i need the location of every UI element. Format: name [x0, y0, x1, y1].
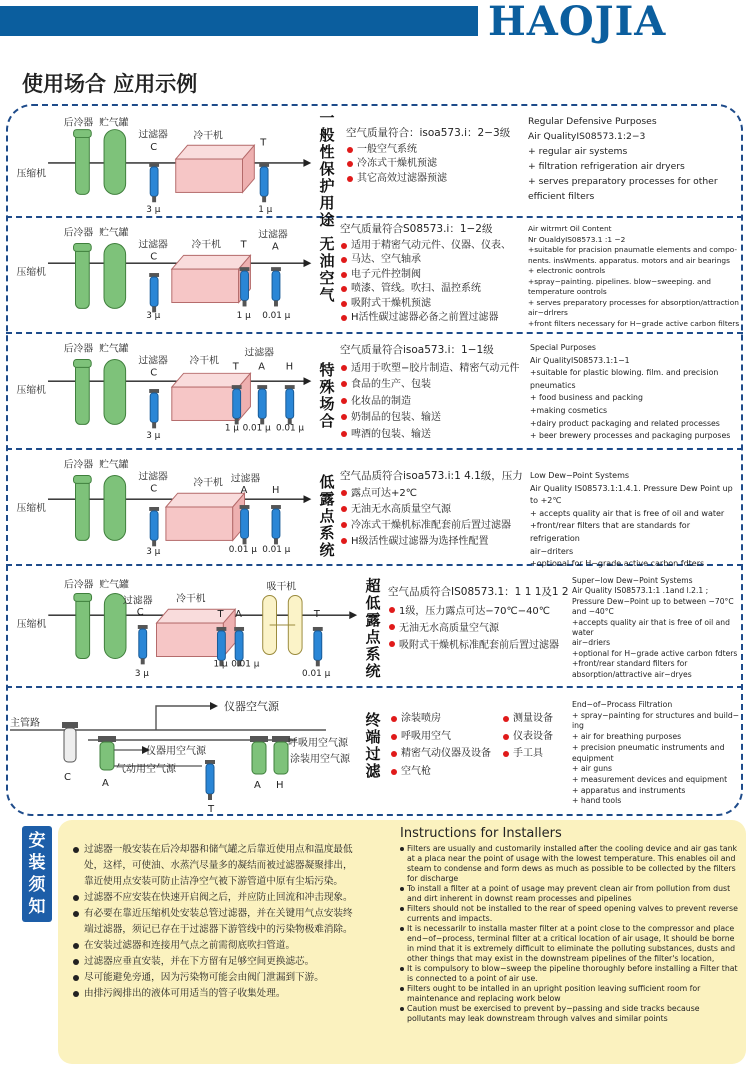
filter-code-a: A: [272, 241, 279, 253]
bullet: 电子元件控制阀: [340, 268, 526, 283]
diagram-end-of-process: [6, 688, 362, 814]
note: 由排污阀排出的液体可用适当的管子收集处理。: [72, 986, 362, 1002]
filter-code-a: A: [102, 778, 109, 789]
bullet: 冷冻式干燥机标准配套前后置过滤器: [340, 518, 530, 534]
filter-c-icon: [149, 273, 159, 312]
row-description-en: [528, 114, 740, 204]
note: It is compulsory to blow−sweep the pipeline thoroughly before installing a Filter that is connected to a point of air use.: [400, 964, 740, 984]
filter-code-t: T: [232, 361, 239, 373]
instrument-air-usage-label: 仪器用空气源: [146, 746, 206, 757]
en-line: + hand tools: [572, 796, 622, 806]
aftercooler-icon: [74, 244, 92, 309]
filter-label: 过滤器: [230, 473, 261, 485]
row-description-cn: [340, 468, 530, 550]
filter-t-icon: [240, 267, 250, 306]
en-line: + accepts quality air that is free of oil and water: [530, 508, 725, 518]
refrigeration-dryer-icon: [166, 493, 245, 540]
en-line: Air Quality IS08573.1:1 .1and l.2.1 ;: [572, 586, 709, 596]
micron-3: 3 μ: [146, 431, 161, 442]
filter-a-icon: [271, 267, 281, 306]
air-tank-icon: [104, 360, 126, 425]
bullet: 冷冻式干燥机预滤: [346, 157, 526, 172]
bullet: 手工具: [502, 745, 568, 763]
diagram-general: [6, 106, 316, 216]
filter-c-icon: [149, 389, 159, 428]
filter-label: 过滤器: [258, 229, 288, 241]
filter-label: 过滤器: [138, 129, 168, 141]
en-line: + air for breathing purposes: [572, 732, 682, 742]
bullet: 马达、空气轴承: [340, 253, 526, 268]
filter-c-icon: [149, 507, 159, 546]
en-line: Regular Defensive Purposes: [528, 116, 657, 127]
row-super-low-dew-point: [6, 566, 743, 688]
en-line: efficient filters: [528, 191, 595, 202]
micron-001: 0.01 μ: [262, 545, 291, 556]
diagram-low-dew: [6, 450, 316, 564]
aftercooler-label: 后冷器: [63, 343, 94, 355]
bullet: 涂装喷房: [390, 710, 510, 728]
compressor-label: 压缩机: [16, 384, 46, 396]
bullet: 仪表设备: [502, 728, 568, 746]
filter-label: 过滤器: [244, 347, 274, 359]
bullet: 测量设备: [502, 710, 568, 728]
en-line: + filtration refrigeration air dryers: [528, 161, 685, 172]
en-line: + regular air systems: [528, 146, 628, 157]
row-description-en: [530, 470, 742, 571]
micron-001: 0.01 μ: [262, 311, 291, 322]
bullet: 呼吸用空气: [390, 728, 510, 746]
en-line: + beer brewery processes and packaging purposes: [530, 431, 731, 441]
row-description-cn: [388, 584, 576, 654]
filter-code-c: C: [64, 772, 71, 783]
bullet: 食品的生产、包装: [340, 377, 530, 394]
air-tank-label: 贮气罐: [99, 227, 129, 239]
filter-t-icon: [313, 627, 323, 666]
dryer-label: 冷干机: [191, 239, 221, 251]
air-tank-label: 贮气罐: [99, 343, 129, 355]
note: To install a filter at a point of usage may prevent clean air from pollution from dust and dirt inherent in downst ream processes and pipelines: [400, 884, 740, 904]
row-description-en: [528, 224, 740, 329]
en-line: temperature oontrols: [528, 287, 607, 296]
row-description-cn: [340, 342, 530, 443]
bullet: 一般空气系统: [346, 143, 526, 158]
en-line: Pressure Dew−Point up to between −70°C: [572, 596, 734, 606]
note: 在安装过滤器和连接用气点之前需彻底吹扫管道。: [72, 938, 362, 954]
bullet: 喷漆、管线。吹扫、温控系统: [340, 282, 526, 297]
en-line: +front/rear standard filters for: [572, 659, 688, 669]
instrument-air-label: 仪器空气源: [224, 700, 279, 713]
filter-label: 过滤器: [138, 239, 168, 251]
bullet: 露点可达+2℃: [340, 486, 530, 502]
bullet: H活性碳过滤器必备之前置过滤器: [340, 311, 526, 326]
en-line: +optional for H−grade active carbon fdters: [572, 648, 738, 658]
dryer-label: 冷干机: [176, 593, 206, 605]
filter-code-c: C: [150, 483, 158, 495]
filter-code-t: T: [240, 239, 247, 251]
en-line: + serves preparatory processes for absorption/attraction: [528, 297, 739, 307]
refrigeration-dryer-icon: [172, 255, 251, 302]
filter-code-a: A: [258, 361, 266, 373]
top-banner: [0, 0, 750, 44]
micron-001: 0.01 μ: [275, 423, 305, 434]
painting-air-label: 涂装用空气源: [290, 754, 350, 765]
micron-001: 0.01 μ: [242, 423, 271, 434]
micron-3: 3 μ: [146, 205, 161, 216]
quality-spec: 空气品质符合IS08573.1：1 1 1及1 2: [388, 586, 569, 598]
row-title: 超低露点系统: [365, 577, 381, 680]
en-line: equipment: [572, 753, 614, 763]
filter-code-h: H: [285, 361, 294, 373]
en-line: water: [572, 628, 594, 638]
row-description-en: [572, 576, 742, 680]
row-special-purposes: [6, 334, 743, 450]
filter-code-t: T: [313, 609, 320, 621]
en-line: +suitable for plastic blowing. film. and precision: [530, 368, 719, 378]
filter-code-h: H: [272, 485, 280, 497]
filter-code-c: C: [150, 142, 158, 154]
row-oil-free: [6, 218, 743, 334]
row-title: 低露点系统: [319, 473, 335, 559]
micron-1: 1 μ: [258, 205, 273, 216]
en-line: + measurement devices and equipment: [572, 774, 728, 784]
note: Filters are usually and customarily installed after the cooling device and air gas tank at a placa near the point of usage with the lowest temperature. This enables oil and steam to condense and form dews as much as possible to be collected by the filters for discharge: [400, 844, 740, 884]
pneumatic-air-label: 气动用空气源: [116, 764, 176, 775]
micron-1: 1 μ: [224, 423, 239, 434]
filter-h-icon: [271, 505, 281, 544]
aftercooler-icon: [74, 130, 92, 195]
brand-band: [0, 6, 478, 36]
micron-3: 3 μ: [146, 311, 161, 322]
micron-3: 3 μ: [134, 669, 149, 680]
terminal-uses-right: [502, 710, 568, 763]
bullet: 化妆品的制造: [340, 394, 530, 411]
filter-label: 过滤器: [123, 595, 153, 607]
bullet: 啤酒的包装、输送: [340, 427, 530, 444]
air-tank-icon: [104, 130, 126, 195]
en-line: air−driers: [572, 638, 611, 648]
en-line: +suitable for pracision pnaumatle elements and compo-: [528, 245, 738, 254]
air-tank-label: 贮气罐: [99, 459, 129, 471]
install-badge: 安装须知: [22, 826, 52, 922]
row-description-en: [572, 700, 742, 807]
brand-logo: HAOJIA: [488, 0, 667, 45]
install-notes-en: [400, 844, 740, 1024]
filter-c-icon: [149, 163, 159, 202]
bullet: 吸附式干燥机标准配套前后置过滤器: [388, 637, 576, 654]
bullet: 空气枪: [390, 763, 510, 781]
filter-t-icon: [259, 163, 269, 202]
filter-code-c: C: [136, 607, 144, 619]
bullet: 无油无水高质量空气源: [340, 502, 530, 518]
air-tank-label: 贮气罐: [99, 579, 129, 591]
install-notes-cn: [72, 842, 362, 1002]
refrigeration-dryer-icon: [176, 145, 255, 192]
note: 有必要在靠近压缩机处安装总管过滤器，并在关键用气点安装终端过滤器，须记已存在于过滤器下游管线中的污染物极难消除。: [72, 906, 362, 938]
en-line: and −40°C: [572, 607, 614, 617]
micron-001: 0.01 μ: [231, 659, 260, 670]
aftercooler-label: 后冷器: [64, 579, 94, 591]
quality-spec: 空气品质符合isoa573.i:1 4.1级，压力: [340, 470, 523, 482]
aftercooler-label: 后冷器: [63, 227, 94, 239]
compressor-label: 压缩机: [16, 168, 47, 180]
en-line: +accepts quality air that is free of oil and: [572, 617, 730, 627]
en-line: Nr OualdyIS08573.1 :1 −2: [528, 234, 626, 244]
filter-code-h: H: [276, 780, 284, 791]
en-line: + serves preparatory processes for other: [528, 176, 718, 187]
air-tank-icon: [104, 476, 126, 541]
quality-spec: 空气质量符合：isoa573.i：2−3级: [346, 127, 511, 139]
aftercooler-icon: [74, 360, 92, 425]
en-line: absorption/attractive air−dryes: [572, 669, 692, 679]
note: Filters ought to be intalled in an upright position leaving sufficient room for maintenance and replacing work below: [400, 984, 740, 1004]
en-line: nents. insWments. apparatus. motors and air bearings: [528, 255, 730, 265]
en-line: pneumatics: [530, 380, 576, 390]
filter-c-icon: [62, 722, 78, 762]
en-line: air−drlrers: [528, 308, 568, 317]
filter-label: 过滤器: [138, 471, 168, 483]
en-line: Air QualityIS08573.1:2−3: [528, 131, 646, 142]
filter-code-c: C: [150, 367, 158, 379]
filter-label: 过滤器: [138, 355, 168, 367]
aftercooler-icon: [74, 594, 92, 659]
note: Filters should not be installed to the rear of speed opening valves to prevent reverse currents and impacts.: [400, 904, 740, 924]
compressor-label: 压缩机: [16, 618, 47, 630]
en-line: + food business and packing: [530, 393, 643, 403]
en-line: +dairy product packaging and related processes: [530, 418, 720, 428]
en-line: +optional for H−grade active carbon fdters: [530, 559, 705, 569]
en-line: End−of−Procass Filtration: [572, 700, 673, 709]
filter-a-icon: [240, 505, 250, 544]
note: 过滤器一般安装在后冷却器和储气罐之后靠近使用点和温度最低处，这样，可使油、水蒸汽尽量多的凝结而被过滤器凝聚排出，靠近使用点安装可防止洁净空气被下游管道中原有尘垢污染。: [72, 842, 362, 890]
filter-code-t: T: [217, 609, 224, 621]
bullet: 无油无水高质量空气源: [388, 620, 576, 637]
en-line: Air QualityIS08573.1:1−1: [530, 355, 630, 365]
row-end-of-process: [6, 688, 743, 814]
filter-code-a: A: [240, 485, 248, 497]
row-low-dew-point: [6, 450, 743, 569]
page-title: 使用场合 应用示例: [22, 72, 198, 96]
aftercooler-label: 后冷器: [63, 117, 94, 129]
note: It is necessarilr to installa master filter at a point close to the compressor and place end−of−process, terminal filter at a critical location of air usage, It should be borne in mind that it is extremely difficult to eliminate the polluting substances, dusts and other things that may exist in the downstream pipelines of the filter's location,: [400, 924, 740, 964]
bullet: H级活性碳过滤器为选择性配置: [340, 534, 530, 550]
filter-a-icon: [257, 385, 267, 424]
micron-1: 1 μ: [213, 659, 228, 670]
en-line: + spray−painting for structures and build−: [572, 710, 740, 720]
en-line: + precision pneumatic instruments and: [572, 742, 725, 752]
row-title: 一般性保护用途: [319, 109, 335, 229]
en-line: Super−low Dew−Point Systems: [572, 576, 693, 585]
filter-a-icon: [98, 736, 116, 770]
en-line: to +2℃: [530, 496, 562, 506]
row-title: 终端过滤: [365, 711, 381, 780]
en-line: Air Quality IS08573.1:1.4.1. Pressure Dew Point up: [530, 483, 733, 493]
note: 过滤器应垂直安装，并在下方留有足够空间更换滤芯。: [72, 954, 362, 970]
bullet: 吸附式干燥机预滤: [340, 297, 526, 312]
en-line: +spray−painting. pipelines. blow−sweeping. and: [528, 276, 711, 286]
en-line: +front filters necessary for H−grade active carbon filters: [528, 318, 740, 328]
bullet: 精密气动仪器及设备: [390, 745, 510, 763]
diagram-oil-free: [6, 218, 316, 332]
micron-1: 1 μ: [236, 311, 251, 322]
air-tank-label: 贮气罐: [99, 117, 129, 129]
en-line: +making cosmetics: [530, 405, 608, 415]
diagram-special: [6, 334, 316, 448]
en-line: ing: [572, 721, 584, 731]
quality-spec: 空气质量符合S08573.i：1−2级: [340, 223, 493, 235]
aftercooler-icon: [74, 476, 92, 541]
filter-code-t: T: [208, 804, 215, 814]
en-line: + electronic oontrols: [528, 266, 606, 275]
note: 尽可能避免旁通，因为污染物可能会由阀门泄漏到下游。: [72, 970, 362, 986]
micron-3: 3 μ: [146, 547, 161, 558]
note: Caution must be exercised to prevent by−passing and side tracks because pollutants may leak downstream through valves and similar points: [400, 1004, 740, 1024]
row-description-en: [530, 342, 740, 443]
dryer-label: 冷干机: [193, 477, 223, 489]
compressor-label: 压缩机: [16, 267, 46, 278]
filter-code-t: T: [260, 137, 267, 149]
dryer-label: 冷干机: [193, 130, 223, 142]
filter-t-icon: [205, 760, 215, 800]
filter-code-a: A: [235, 609, 242, 621]
breathing-air-label: 呼吸用空气源: [288, 738, 348, 749]
bullet: 其它高效过滤器预滤: [346, 172, 526, 187]
en-line: + apparatus and instruments: [572, 785, 686, 795]
bullet: 适用于精密气动元件、仪器、仪表、: [340, 239, 526, 254]
filter-code-c: C: [150, 251, 158, 263]
en-line: air−driters: [530, 546, 574, 556]
adsorption-dryer-icon: [263, 596, 302, 655]
diagram-super-low-dew: [6, 566, 366, 686]
filter-a-icon: [250, 736, 268, 774]
dryer-label: 冷干机: [189, 355, 219, 367]
row-title: 特殊场合: [319, 361, 335, 430]
row-description-cn: [340, 222, 526, 326]
bullet: 适用于吹塑−胶片制造、精密气动元件: [340, 361, 530, 378]
note: 过滤器不应安装在快速开启阀之后，并应防止回流和冲击现象。: [72, 890, 362, 906]
terminal-uses-left: [390, 710, 510, 780]
filter-c-icon: [138, 625, 148, 664]
micron-001: 0.01 μ: [302, 669, 331, 680]
adsorption-dryer-label: 吸干机: [266, 581, 297, 593]
micron-001: 0.01 μ: [228, 545, 257, 556]
row-description-cn: [346, 126, 526, 186]
en-line: Special Purposes: [530, 343, 596, 352]
row-title: 无油空气: [319, 235, 335, 304]
aftercooler-label: 后冷器: [63, 459, 94, 471]
air-tank-icon: [104, 244, 126, 309]
bullet: 1级，压力露点可达−70℃−40℃: [388, 603, 576, 620]
install-title-en: Instructions for Installers: [400, 826, 562, 841]
en-line: +front/rear filters that are standards for refrigeration: [530, 521, 690, 543]
compressor-label: 压缩机: [16, 502, 46, 514]
main-pipe-label: 主管路: [10, 718, 40, 729]
en-line: Air witrmrt Oil Content: [528, 224, 612, 233]
bullet: 奶制品的包装、输送: [340, 410, 530, 427]
en-line: Low Dew−Point Systems: [530, 471, 630, 480]
filter-h-icon: [285, 385, 295, 424]
en-line: + air guns: [572, 764, 612, 774]
quality-spec: 空气质量符合isoa573.i：1−1级: [340, 344, 494, 356]
filter-code-a: A: [254, 780, 261, 791]
